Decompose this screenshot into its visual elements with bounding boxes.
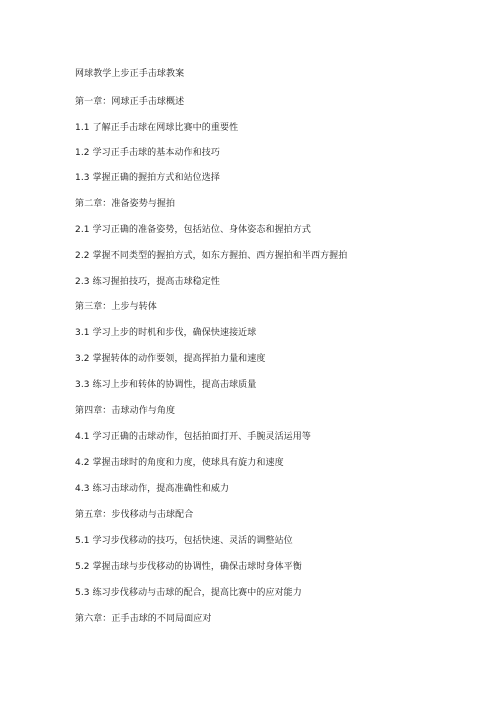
section-1-1: 1.1 了解正手击球在网球比赛中的重要性 bbox=[75, 123, 239, 133]
chapter-3-heading: 第三章：上步与转体 bbox=[75, 302, 157, 312]
section-3-3: 3.3 练习上步和转体的协调性，提高击球质量 bbox=[75, 380, 257, 390]
section-2-3: 2.3 练习握拍技巧，提高击球稳定性 bbox=[75, 277, 220, 287]
section-1-2: 1.2 学习正手击球的基本动作和技巧 bbox=[75, 148, 220, 158]
section-5-2: 5.2 掌握击球与步伐移动的协调性，确保击球时身体平衡 bbox=[75, 562, 302, 572]
section-3-2: 3.2 掌握转体的动作要领，提高挥拍力量和速度 bbox=[75, 354, 266, 364]
section-5-3: 5.3 练习步伐移动与击球的配合，提高比赛中的应对能力 bbox=[75, 588, 302, 598]
document-title: 网球教学上步正手击球教案 bbox=[75, 69, 185, 79]
section-2-2: 2.2 掌握不同类型的握拍方式，如东方握拍、西方握拍和半西方握拍 bbox=[75, 251, 348, 261]
chapter-1-heading: 第一章：网球正手击球概述 bbox=[75, 97, 185, 107]
section-3-1: 3.1 学习上步的时机和步伐，确保快速接近球 bbox=[75, 328, 257, 338]
section-4-1: 4.1 学习正确的击球动作，包括拍面打开、手腕灵活运用等 bbox=[75, 432, 311, 442]
section-2-1: 2.1 学习正确的准备姿势，包括站位、身体姿态和握拍方式 bbox=[75, 225, 311, 235]
section-5-1: 5.1 学习步伐移动的技巧，包括快速、灵活的调整站位 bbox=[75, 536, 293, 546]
section-4-2: 4.2 掌握击球时的角度和力度，使球具有旋力和速度 bbox=[75, 458, 284, 468]
section-4-3: 4.3 练习击球动作，提高准确性和威力 bbox=[75, 484, 230, 494]
chapter-6-heading: 第六章：正手击球的不同局面应对 bbox=[75, 614, 212, 624]
chapter-4-heading: 第四章：击球动作与角度 bbox=[75, 406, 176, 416]
chapter-2-heading: 第二章：准备姿势与握拍 bbox=[75, 199, 176, 209]
chapter-5-heading: 第五章：步伐移动与击球配合 bbox=[75, 510, 194, 520]
section-1-3: 1.3 掌握正确的握拍方式和站位选择 bbox=[75, 173, 220, 183]
